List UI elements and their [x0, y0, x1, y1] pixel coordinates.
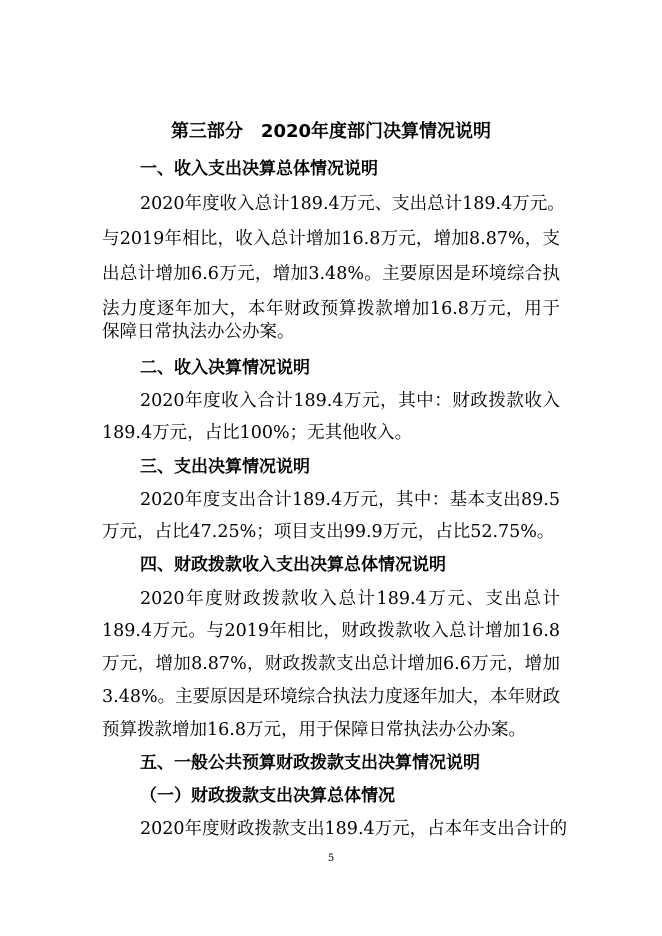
paragraph-line: 法力度逐年加大，本年财政预算拨款增加16.8万元，用于 — [102, 299, 560, 319]
paragraph-line: 3.48%。主要原因是环境综合执法力度逐年加大，本年财政 — [102, 687, 561, 707]
paragraph-line: 2020年度收入总计189.4万元、支出总计189.4万元。 — [140, 194, 565, 214]
section-heading-5: 五、一般公共预算财政拨款支出决算情况说明 — [140, 753, 480, 773]
paragraph-line: 保障日常执法办公办案。 — [102, 322, 295, 342]
paragraph-line: 2020年度支出合计189.4万元，其中：基本支出89.5 — [140, 490, 560, 510]
page-title: 第三部分 2020年度部门决算情况说明 — [170, 121, 492, 142]
paragraph-line: 2020年度财政拨款支出189.4万元，占本年支出合计的 — [140, 819, 568, 839]
subsection-heading-1: （一）财政拨款支出决算总体情况 — [140, 786, 395, 806]
paragraph-line: 189.4万元。与2019年相比，财政拨款收入总计增加16.8 — [102, 621, 560, 641]
paragraph-line: 万元，占比47.25%；项目支出99.9万元，占比52.75%。 — [102, 522, 555, 542]
section-heading-1: 一、收入支出决算总体情况说明 — [140, 159, 378, 179]
paragraph-line: 出总计增加6.6万元，增加3.48%。主要原因是环境综合执 — [102, 264, 560, 284]
paragraph-line: 2020年度财政拨款收入总计189.4万元、支出总计 — [140, 589, 560, 609]
paragraph-line: 预算拨款增加16.8万元，用于保障日常执法办公办案。 — [102, 720, 526, 740]
section-heading-4: 四、财政拨款收入支出决算总体情况说明 — [140, 555, 446, 575]
paragraph-line: 189.4万元，占比100%；无其他收入。 — [102, 423, 413, 443]
paragraph-line: 万元，增加8.87%，财政拨款支出总计增加6.6万元，增加 — [102, 654, 560, 674]
page-number: 5 — [327, 853, 335, 864]
paragraph-line: 2020年度收入合计189.4万元，其中：财政拨款收入 — [140, 391, 560, 411]
section-heading-3: 三、支出决算情况说明 — [140, 457, 310, 477]
section-heading-2: 二、收入决算情况说明 — [140, 358, 310, 378]
paragraph-line: 与2019年相比，收入总计增加16.8万元，增加8.87%，支 — [102, 229, 560, 249]
